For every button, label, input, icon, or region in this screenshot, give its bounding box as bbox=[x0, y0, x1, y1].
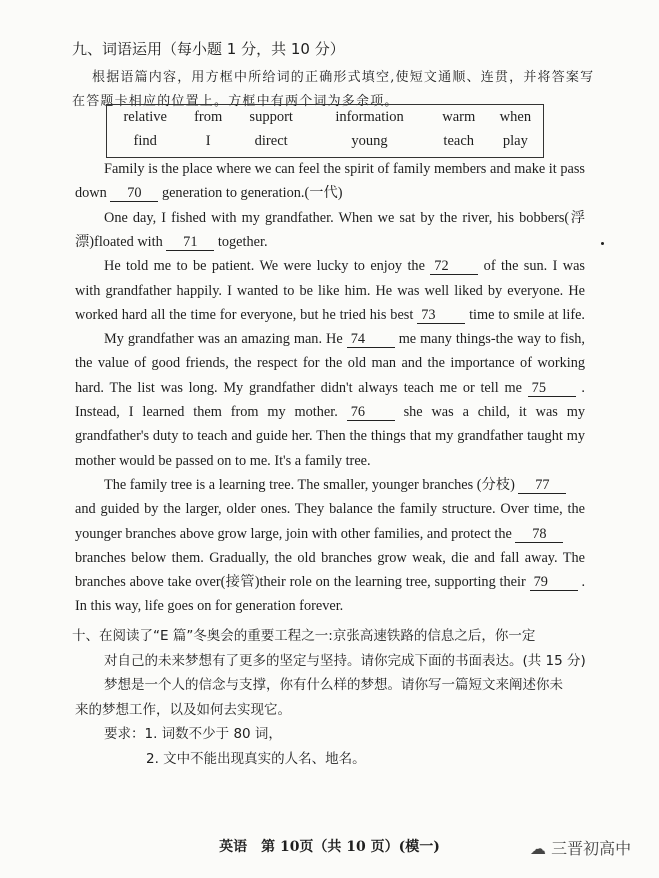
passage-line bbox=[75, 306, 585, 324]
line-text: of the sun. I was bbox=[483, 258, 585, 275]
writing-task-line: 要求：1. 词数不少于 80 词， bbox=[104, 726, 282, 742]
word-option: warm bbox=[442, 108, 476, 125]
answer-blank: 76 bbox=[347, 405, 395, 421]
passage-line bbox=[104, 209, 585, 227]
line-text: mother would be passed on to me. It's a family tree. bbox=[75, 452, 371, 469]
passage-line bbox=[75, 549, 585, 567]
writing-task-line: 梦想是一个人的信念与支撑，你有什么样的梦想。请你写一篇短文来阐述你未 bbox=[104, 677, 563, 693]
passage-line bbox=[75, 573, 585, 591]
line-text: . bbox=[581, 379, 585, 396]
scan-speck bbox=[601, 242, 604, 245]
passage-line bbox=[75, 500, 585, 518]
line-text: branches above take over(接管)their role on the learning tree, supporting their bbox=[75, 574, 530, 591]
section-9-title: 九、词语运用（每小题 1 分，共 10 分） bbox=[72, 40, 345, 58]
line-text: grandfather's duty to teach and guide her. Then the things that my grandfather taught my bbox=[75, 428, 585, 445]
passage-line bbox=[75, 233, 585, 251]
page-footer: 英语 第 10页（共 10 页）(模一) bbox=[219, 839, 440, 855]
passage-line bbox=[104, 476, 585, 494]
line-text: My grandfather was an amazing man. He bbox=[104, 331, 347, 348]
section-10-title: 十、在阅读了“E 篇”冬奥会的重要工程之一:京张高速铁路的信息之后，你一定 bbox=[72, 628, 536, 644]
passage-line bbox=[75, 354, 585, 372]
wechat-icon: ☁ bbox=[530, 839, 552, 858]
word-box bbox=[106, 104, 544, 158]
word-option: direct bbox=[254, 132, 288, 149]
word-option: find bbox=[133, 132, 157, 149]
word-option: relative bbox=[123, 108, 167, 125]
instructions-line-2: 在答题卡相应的位置上。方框中有两个词为多余项。 bbox=[72, 94, 399, 109]
line-text: down bbox=[75, 185, 111, 202]
line-text: time to smile at life. bbox=[469, 306, 586, 323]
writing-task-line: 2. 文中不能出现真实的人名、地名。 bbox=[146, 750, 366, 767]
line-text: 漂)floated with bbox=[75, 233, 167, 250]
passage-line bbox=[104, 330, 585, 348]
answer-blank: 71 bbox=[166, 235, 214, 251]
answer-blank: 78 bbox=[515, 527, 563, 543]
writing-task-line: 来的梦想工作，以及如何去实现它。 bbox=[75, 701, 291, 718]
passage-line bbox=[75, 379, 585, 397]
line-text: One day, I fished with my grandfather. When we sat by the river, his bobbers(浮 bbox=[104, 209, 585, 226]
answer-blank: 77 bbox=[518, 478, 566, 494]
line-text: In this way, life goes on for generation forever. bbox=[75, 598, 344, 615]
line-text: she was a child, it was my bbox=[403, 404, 586, 420]
passage-line bbox=[75, 452, 585, 470]
line-text: with grandfather happily. I wanted to be like him. He was well liked by everyone. He bbox=[75, 282, 585, 299]
answer-blank: 72 bbox=[430, 259, 478, 275]
line-text: younger branches above grow large, join with other families, and protect the bbox=[75, 525, 516, 542]
line-text: and guided by the larger, older ones. They balance the family structure. Over time, the bbox=[75, 501, 585, 518]
answer-blank: 79 bbox=[530, 575, 578, 591]
passage-line bbox=[75, 525, 585, 543]
passage-line bbox=[104, 160, 585, 178]
passage-line bbox=[75, 184, 585, 202]
word-option: when bbox=[499, 108, 532, 125]
passage-line bbox=[75, 427, 585, 445]
word-option: support bbox=[249, 108, 293, 125]
writing-task-line: 对自己的未来梦想有了更多的坚定与坚持。请你完成下面的书面表达。(共 15 分) bbox=[104, 652, 586, 669]
answer-blank: 70 bbox=[110, 186, 158, 202]
line-text: branches below them. Gradually, the old branches grow weak, die and fall away. The bbox=[75, 549, 585, 566]
passage-line bbox=[75, 403, 585, 421]
word-option: I bbox=[205, 132, 211, 149]
answer-blank: 74 bbox=[347, 332, 395, 348]
line-text: Family is the place where we can feel the spirit of family members and make it pass bbox=[104, 161, 585, 177]
line-text: Instead, I learned them from my mother. bbox=[75, 404, 347, 420]
line-text: hard. The list was long. My grandfather didn't always teach me or tell me bbox=[75, 379, 528, 396]
word-option: from bbox=[194, 108, 223, 125]
word-option: information bbox=[335, 108, 404, 125]
line-text: together. bbox=[217, 233, 268, 250]
line-text: worked hard all the time for everyone, but he tried his best bbox=[75, 306, 418, 323]
answer-blank: 73 bbox=[417, 308, 465, 324]
line-text: the value of good friends, the respect for the old man and the importance of working bbox=[75, 355, 585, 372]
line-text: me many things-the way to fish, bbox=[398, 331, 586, 348]
watermark bbox=[530, 836, 631, 859]
answer-blank: 75 bbox=[528, 381, 576, 397]
line-text: generation to generation.(一代) bbox=[161, 185, 343, 202]
word-option: play bbox=[502, 132, 528, 149]
line-text: . bbox=[581, 574, 586, 591]
line-text: The family tree is a learning tree. The smaller, younger branches (分枝) bbox=[104, 476, 519, 493]
passage-line bbox=[104, 257, 585, 275]
line-text: He told me to be patient. We were lucky to enjoy the bbox=[104, 258, 431, 275]
word-option: teach bbox=[443, 132, 475, 149]
instructions-line-1: 根据语篇内容，用方框中所给词的正确形式填空,使短文通顺、连贯，并将答案写 bbox=[92, 70, 595, 85]
passage-line bbox=[75, 282, 585, 300]
passage-line bbox=[75, 597, 585, 615]
word-option: young bbox=[351, 132, 388, 149]
watermark-text: 三晋初高中 bbox=[551, 839, 632, 858]
